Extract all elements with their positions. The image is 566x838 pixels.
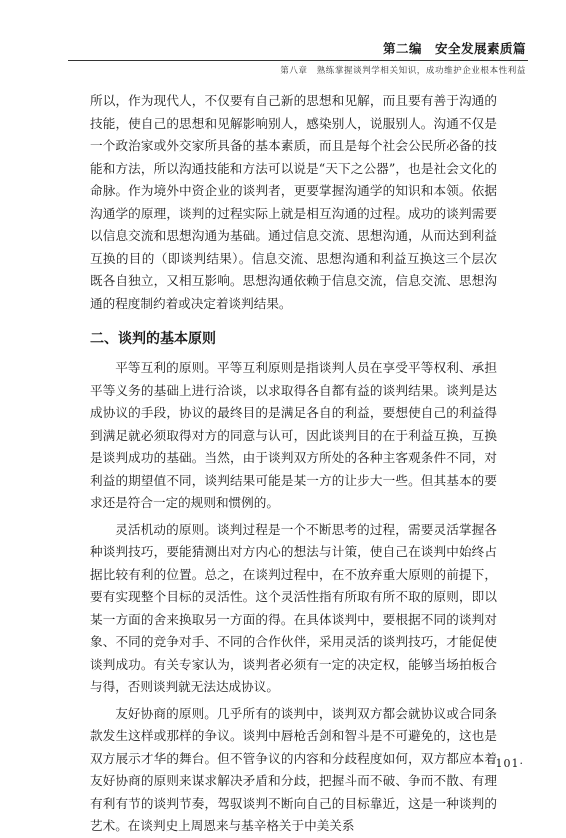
paragraph-flexibility-principle: 灵活机动的原则。谈判过程是一个不断思考的过程，需要灵活掌握各种谈判技巧，要能猜测出对方内心的想法与计策，使自己在谈判中始终占据比较有利的位置。总之，在谈判过程中，在不放弃重大原则的前提下，要有实现整个目标的灵活性。这个灵活性指有所取有所不取的原则，即以某一方面的舍来换取另一方面的得。在具体谈判中，要根据不同的谈判对象、不同的竞争对手、不同的合作伙伴，采用灵活的谈判技巧，才能促使谈判成功。有关专家认为，谈判者必须有一定的决定权，能够当场拍板合与得，否则谈判就无法达成协议。 — [90, 521, 497, 694]
running-header-subtitle: 第八章 熟练掌握谈判学相关知识，成功维护企业根本性利益 — [280, 66, 526, 76]
paragraph-continuation: 所以，作为现代人，不仅要有自己新的思想和见解，而且要有善于沟通的技能，使自己的思想和见解影响别人，感染别人，说服别人。沟通不仅是一个政治家或外交家所具备的基本素质，而且是每个社会公民所必备的技能和方法，所以沟通技能和方法可以说是“天下之公器”，也是社会文化的命脉。作为境外中资企业的谈判者，更要掌握沟通学的知识和本领。依据沟通学的原理，谈判的过程实际上就是相互沟通的过程。成功的谈判需要以信息交流和思想沟通为基础。通过信息交流、思想沟通，从而达到利益互换的目的（即谈判结果）。信息交流、思想沟通和利益互换这三个层次既各自独立，又相互影响。思想沟通依赖于信息交流，信息交流、思想沟通的程度制约着或决定着谈判结果。 — [90, 93, 497, 311]
running-header-title: 第二编 安全发展素质篇 — [382, 41, 526, 56]
paragraph-equality-principle: 平等互利的原则。平等互利原则是指谈判人员在享受平等权利、承担平等义务的基础上进行洽谈，以求取得各自都有益的谈判结果。谈判是达成协议的手段，协议的最终目的是满足各自的利益，要想使自己的利益得到满足就必须取得对方的同意与认可，因此谈判目的在于利益互换，互换是谈判成功的基础。当然，由于谈判双方所处的各种主客观条件不同，对利益的期望值不同，谈判结果可能是某一方的让步大一些。但其基本的要求还是符合一定的规则和惯例的。 — [90, 360, 497, 510]
page-number: ·101· — [491, 757, 524, 770]
paragraph-friendly-consultation-principle: 友好协商的原则。几乎所有的谈判中，谈判双方都会就协议或合同条款发生这样或那样的争议。谈判中唇枪舌剑和智斗是不可避免的，这也是双方展示才华的舞台。但不管争议的内容和分歧程度如何，双方都应本着友好协商的原则来谋求解决矛盾和分歧，把握斗而不破、争而不散、有理有利有节的谈判节奏，驾驭谈判不断向自己的目标靠近，这是一种谈判的艺术。在谈判史上周恩来与基辛格关于中美关系 — [90, 705, 497, 833]
body-text — [90, 90, 497, 838]
header-rule — [68, 60, 528, 61]
section-heading: 二、谈判的基本原则 — [90, 331, 216, 347]
